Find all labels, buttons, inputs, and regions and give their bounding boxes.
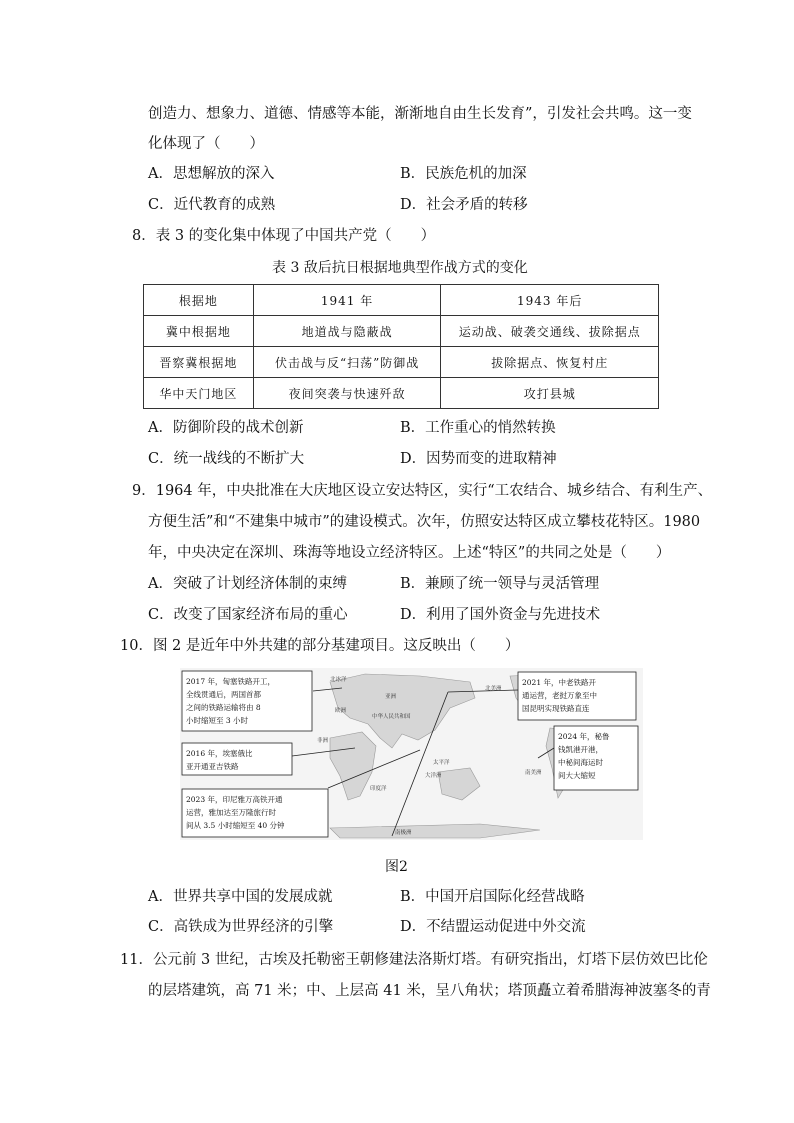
q8-option-c[interactable]: C．统一战线的不断扩大 bbox=[148, 451, 305, 467]
table-cell: 攻打县城 bbox=[441, 378, 659, 409]
prc-label: 中华人民共和国 bbox=[372, 714, 411, 720]
q8-option-a[interactable]: A．防御阶段的战术创新 bbox=[148, 420, 304, 436]
table-row bbox=[144, 347, 659, 378]
south-america-label: 南美洲 bbox=[525, 770, 542, 776]
callout-line: 运营，雅加达至万隆旅行时 bbox=[186, 808, 276, 817]
q10-stem: 10．图 2 是近年中外共建的部分基建项目。这反映出（ ） bbox=[120, 638, 520, 654]
q11-stem-line-1: 11．公元前 3 世纪，古埃及托勒密王朝修建法洛斯灯塔。有研究指出，灯塔下层仿效巴比伦 bbox=[120, 952, 708, 968]
callout-line: 亚开通亚吉铁路 bbox=[186, 762, 239, 771]
antarctica-label: 南极洲 bbox=[395, 830, 412, 836]
q9-option-d[interactable]: D．利用了国外资金与先进技术 bbox=[400, 607, 601, 623]
q7-option-d[interactable]: D．社会矛盾的转移 bbox=[400, 197, 528, 213]
q9-option-c[interactable]: C．改变了国家经济布局的重心 bbox=[148, 607, 348, 623]
callout-line: 间从 3.5 小时缩短至 40 分钟 bbox=[186, 821, 285, 830]
table-header-cell: 1941 年 bbox=[253, 285, 441, 316]
q9-stem-line-1: 9．1964 年，中央批准在大庆地区设立安达特区，实行“工农结合、城乡结合、有利生产、 bbox=[132, 483, 713, 499]
callout-jakarta-bandung-hsr bbox=[182, 789, 328, 837]
callout-line: 2016 年，埃塞俄比 bbox=[186, 749, 253, 758]
callout-line: 钱凯港开港， bbox=[558, 745, 603, 754]
q7-stem-line-1: 创造力、想象力、道德、情感等本能，渐渐地自由生长发育”，引发社会共鸣。这一变 bbox=[148, 106, 692, 122]
q10-option-d[interactable]: D．不结盟运动促进中外交流 bbox=[400, 919, 586, 935]
callout-line: 2021 年，中老铁路开 bbox=[522, 678, 596, 687]
arctic-label: 北冰洋 bbox=[330, 677, 347, 683]
callout-line: 之间的铁路运输将由 8 bbox=[186, 703, 261, 712]
q8-option-b[interactable]: B．工作重心的悄然转换 bbox=[400, 420, 556, 436]
indian-ocean-label: 印度洋 bbox=[370, 786, 387, 792]
table-row bbox=[144, 378, 659, 409]
q10-option-a[interactable]: A．世界共享中国的发展成就 bbox=[148, 889, 333, 905]
callout-line: 2023 年，印尼雅万高铁开通 bbox=[186, 795, 283, 804]
figure-2-caption: 图2 bbox=[385, 859, 408, 875]
africa-label: 非洲 bbox=[317, 738, 329, 744]
callout-line: 2017 年，匈塞铁路开工， bbox=[186, 677, 275, 686]
table-3 bbox=[143, 284, 659, 409]
q10-option-c[interactable]: C．高铁成为世界经济的引擎 bbox=[148, 919, 334, 935]
q7-option-c[interactable]: C．近代教育的成熟 bbox=[148, 197, 276, 213]
table-cell: 伏击战与反“扫荡”防御战 bbox=[253, 347, 441, 378]
figure-2-map bbox=[180, 668, 643, 840]
q11-stem-line-2: 的层塔建筑，高 71 米；中、上层高 41 米，呈八角状；塔顶矗立着希腊海神波塞冬的青 bbox=[148, 983, 711, 999]
q9-option-b[interactable]: B．兼顾了统一领导与灵活管理 bbox=[400, 576, 600, 592]
callout-line: 2024 年，秘鲁 bbox=[558, 732, 610, 741]
callout-line: 通运营，老挝万象至中 bbox=[522, 691, 597, 700]
callout-line: 全线贯通后，两国首都 bbox=[186, 690, 261, 699]
callout-line: 国昆明实现铁路直连 bbox=[522, 704, 590, 713]
q10-option-b[interactable]: B．中国开启国际化经营战略 bbox=[400, 889, 585, 905]
q9-stem-line-2: 方便生活”和“不建集中城市”的建设模式。次年，仿照安达特区成立攀枝花特区。1980 bbox=[148, 514, 701, 530]
callout-serbia-hungary-railway bbox=[182, 671, 312, 731]
callout-china-laos-railway bbox=[518, 672, 636, 720]
table-cell: 晋察冀根据地 bbox=[144, 347, 254, 378]
q9-option-a[interactable]: A．突破了计划经济体制的束缚 bbox=[148, 576, 347, 592]
table-cell: 华中天门地区 bbox=[144, 378, 254, 409]
table-cell: 冀中根据地 bbox=[144, 316, 254, 347]
table-cell: 运动战、破袭交通线、拔除据点 bbox=[441, 316, 659, 347]
q8-stem: 8．表 3 的变化集中体现了中国共产党（ ） bbox=[132, 228, 436, 244]
oceania-label: 大洋洲 bbox=[425, 773, 442, 779]
europe-label: 欧洲 bbox=[335, 708, 347, 714]
q8-option-d[interactable]: D．因势而变的进取精神 bbox=[400, 451, 557, 467]
callout-line: 小时缩短至 3 小时 bbox=[186, 716, 249, 725]
asia-label: 亚洲 bbox=[385, 694, 397, 700]
table-header-cell: 根据地 bbox=[144, 285, 254, 316]
q7-option-b[interactable]: B．民族危机的加深 bbox=[400, 166, 527, 182]
north-america-label: 北美洲 bbox=[485, 686, 502, 692]
table-cell: 拔除据点、恢复村庄 bbox=[441, 347, 659, 378]
table-cell: 地道战与隐蔽战 bbox=[253, 316, 441, 347]
q7-option-a[interactable]: A．思想解放的深入 bbox=[148, 166, 275, 182]
table-header-cell: 1943 年后 bbox=[441, 285, 659, 316]
q9-stem-line-3: 年，中央决定在深圳、珠海等地设立经济特区。上述“特区”的共同之处是（ ） bbox=[148, 545, 671, 561]
q7-stem-line-2: 化体现了（ ） bbox=[148, 136, 264, 152]
table-header-row bbox=[144, 285, 659, 316]
table-row bbox=[144, 316, 659, 347]
callout-line: 间大大缩短 bbox=[558, 771, 596, 780]
callout-chancay-port bbox=[554, 726, 638, 790]
callout-addis-djibouti-railway bbox=[182, 743, 292, 775]
pacific-label: 太平洋 bbox=[433, 760, 450, 766]
table-3-title: 表 3 敌后抗日根据地典型作战方式的变化 bbox=[272, 260, 528, 276]
table-cell: 夜间突袭与快速歼敌 bbox=[253, 378, 441, 409]
callout-line: 中秘间海运时 bbox=[558, 758, 603, 767]
